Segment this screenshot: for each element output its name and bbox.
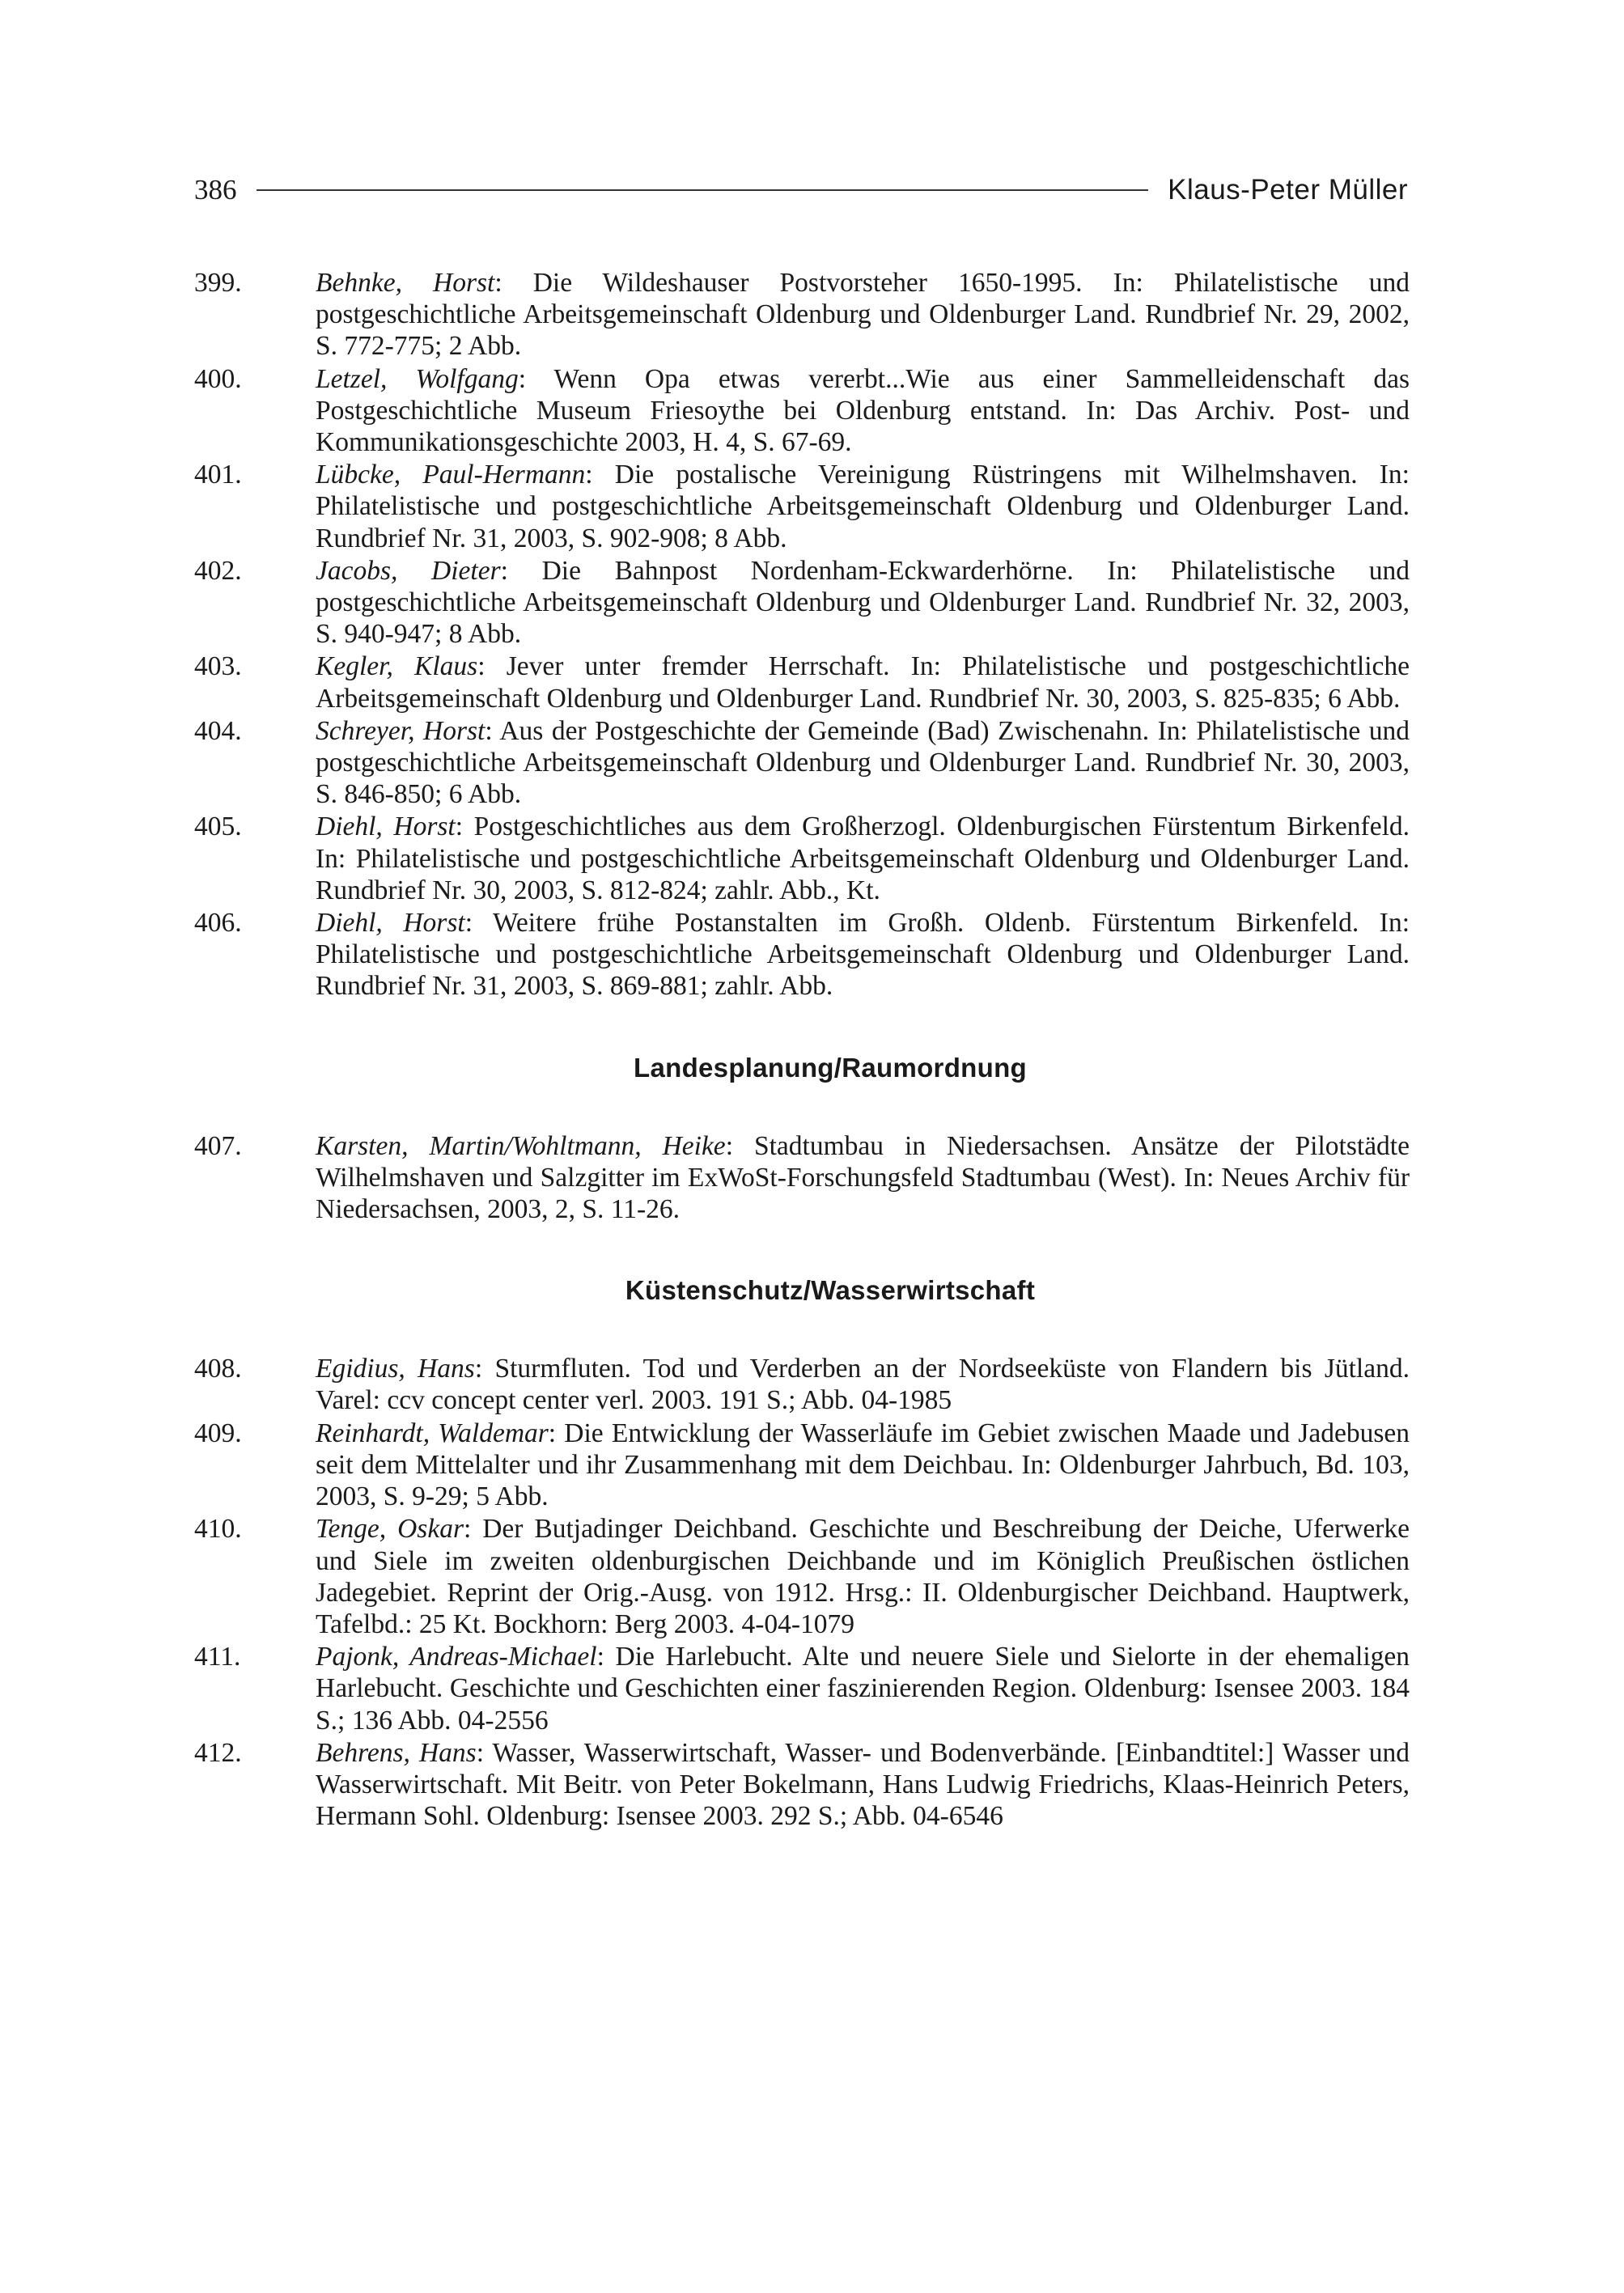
bibliography-entry <box>194 651 1410 714</box>
entry-number: 407. <box>194 1130 242 1161</box>
bibliography-entry <box>194 1513 1410 1640</box>
entry-number: 399. <box>194 268 242 298</box>
entry-number: 400. <box>194 363 242 394</box>
bibliography-entry <box>194 363 1410 459</box>
bibliography-entry <box>194 267 1410 362</box>
entry-description: : Die Entwicklung der Wasserläufe im Gebiet zwischen Maade und Jadebusen seit dem Mittelalter und ihr Zusammenhang mit dem Deichbau. In: Oldenburger Jahrbuch, Bd. 103, 2003, S. 9-29; 5 Abb. <box>316 1418 1410 1512</box>
entry-description: : Die Bahnpost Nordenham-Eckwarderhörne. In: Philatelistische und postgeschichtliche Arbeitsgemeinschaft Oldenburg und Oldenburger Land. Rundbrief Nr. 32, 2003, S. 940-947; 8 Abb. <box>316 555 1410 650</box>
entry-text <box>316 715 1410 811</box>
entry-number: 402. <box>194 555 242 586</box>
bibliography-entry <box>194 1418 1410 1513</box>
bibliography-entry <box>194 1641 1410 1736</box>
entry-text <box>316 811 1410 906</box>
entry-description: : Weitere frühe Postanstalten im Großh. Oldenb. Fürstentum Birkenfeld. In: Philatelistische und postgeschichtliche Arbeitsgemeinschaft Oldenburg und Oldenburger Land. Rundbrief Nr. 31, 2003, S. 869-881; zahlr. Abb. <box>316 908 1410 1002</box>
entry-number: 405. <box>194 812 242 842</box>
entry-author: Diehl, Horst <box>316 908 465 939</box>
section-heading-kuestenschutz: Küstenschutz/Wasserwirtschaft <box>625 1275 1036 1306</box>
bibliography-entry <box>194 811 1410 906</box>
entry-text <box>316 267 1410 362</box>
entry-author: Pajonk, Andreas-Michael <box>316 1642 597 1672</box>
entry-list-postgeschichte <box>194 267 1410 1002</box>
bibliography-entry <box>194 459 1410 554</box>
bibliography-entry <box>194 1130 1410 1226</box>
bibliography-content <box>194 267 1410 1833</box>
entry-number: 403. <box>194 651 242 682</box>
entry-number: 401. <box>194 460 242 490</box>
entry-list-kuestenschutz <box>194 1353 1410 1832</box>
entry-text <box>316 1353 1410 1416</box>
bibliography-entry <box>194 1353 1410 1416</box>
entry-author: Jacobs, Dieter <box>316 555 501 586</box>
entry-text <box>316 907 1410 1002</box>
entry-description: : Postgeschichtliches aus dem Großherzogl. Oldenburgischen Fürstentum Birkenfeld. In: Philatelistische und postgeschichtliche Arbeitsgemeinschaft Oldenburg und Oldenburger Land. Rundbrief Nr. 30, 2003, S. 812-824; zahlr. Abb., Kt. <box>316 812 1410 905</box>
entry-author: Tenge, Oskar <box>316 1514 464 1545</box>
entry-description: : Sturmfluten. Tod und Verderben an der Nordseeküste von Flandern bis Jütland. Varel: ccv concept center verl. 2003. 191 S.; Abb. 04-1985 <box>316 1354 1410 1416</box>
entry-text <box>316 1130 1410 1226</box>
entry-author: Reinhardt, Waldemar <box>316 1418 549 1448</box>
entry-description: : Stadtumbau in Niedersachsen. Ansätze der Pilotstädte Wilhelmshaven und Salzgitter im ExWoSt-Forschungsfeld Stadtumbau (West). In: Neues Archiv für Niedersachsen, 2003, 2, S. 11-26. <box>316 1130 1410 1225</box>
entry-text <box>316 459 1410 554</box>
entry-description: : Der Butjadinger Deichband. Geschichte und Beschreibung der Deiche, Uferwerke und Siele im zweiten oldenburgischen Deichbande und im Königlich Preußischen östlichen Jadegebiet. Reprint der Orig.-Ausg. von 1912. Hrsg.: II. Oldenburgischer Deichband. Hauptwerk, Tafelbd.: 25 Kt. Bockhorn: Berg 2003. 4-04-1079 <box>316 1514 1410 1639</box>
entry-author: Schreyer, Horst <box>316 715 486 746</box>
entry-description: : Die Wildeshauser Postvorsteher 1650-1995. In: Philatelistische und postgeschichtliche Arbeitsgemeinschaft Oldenburg und Oldenburger Land. Rundbrief Nr. 29, 2002, S. 772-775; 2 Abb. <box>316 268 1410 362</box>
entry-text <box>316 1418 1410 1513</box>
running-head-author: Klaus-Peter Müller <box>1168 174 1408 206</box>
entry-text <box>316 1641 1410 1736</box>
bibliography-entry <box>194 715 1410 811</box>
section-heading-landesplanung: Landesplanung/Raumordnung <box>634 1052 1027 1083</box>
entry-number: 412. <box>194 1737 242 1768</box>
entry-description: : Die postalische Vereinigung Rüstringens mit Wilhelmshaven. In: Philatelistische und postgeschichtliche Arbeitsgemeinschaft Oldenburg und Oldenburger Land. Rundbrief Nr. 31, 2003, S. 902-908; 8 Abb. <box>316 460 1410 553</box>
entry-number: 408. <box>194 1354 242 1384</box>
entry-text <box>316 555 1410 651</box>
bibliography-entry <box>194 555 1410 651</box>
entry-author: Behnke, Horst <box>316 268 495 298</box>
entry-author: Karsten, Martin/Wohltmann, Heike <box>316 1130 726 1161</box>
entry-text <box>316 1513 1410 1640</box>
entry-text <box>316 1737 1410 1833</box>
entry-text <box>316 651 1410 714</box>
entry-author: Kegler, Klaus <box>316 651 478 682</box>
bibliography-entry <box>194 907 1410 1002</box>
entry-number: 410. <box>194 1514 242 1545</box>
bibliography-entry <box>194 1737 1410 1833</box>
entry-description: : Aus der Postgeschichte der Gemeinde (Bad) Zwischenahn. In: Philatelistische und postgeschichtliche Arbeitsgemeinschaft Oldenburg und Oldenburger Land. Rundbrief Nr. 30, 2003, S. 846-850; 6 Abb. <box>316 715 1410 810</box>
page-number: 386 <box>194 174 237 206</box>
entry-description: : Wasser, Wasserwirtschaft, Wasser- und Bodenverbände. [Einbandtitel:] Wasser und Wasserwirtschaft. Mit Beitr. von Peter Bokelmann, Hans Ludwig Friedrichs, Klaas-Heinrich Peters, Hermann Sohl. Oldenburg: Isensee 2003. 292 S.; Abb. 04-6546 <box>316 1737 1410 1832</box>
entry-text <box>316 363 1410 459</box>
entry-author: Egidius, Hans <box>316 1354 475 1384</box>
entry-number: 409. <box>194 1418 242 1448</box>
entry-number: 411. <box>194 1642 241 1672</box>
entry-list-landesplanung <box>194 1130 1410 1226</box>
entry-author: Diehl, Horst <box>316 812 456 842</box>
entry-description: : Die Harlebucht. Alte und neuere Siele und Sielorte in der ehemaligen Harlebucht. Geschichte und Geschichten einer faszinierenden Region. Oldenburg: Isensee 2003. 184 S.; 136 Abb. 04-2556 <box>316 1642 1410 1736</box>
entry-description: : Wenn Opa etwas vererbt...Wie aus einer Sammelleidenschaft das Postgeschichtliche Museum Friesoythe bei Oldenburg entstand. In: Das Archiv. Post- und Kommunikationsgeschichte 2003, H. 4, S. 67-69. <box>316 363 1410 458</box>
entry-number: 406. <box>194 908 242 939</box>
entry-description: : Jever unter fremder Herrschaft. In: Philatelistische und postgeschichtliche Arbeitsgemeinschaft Oldenburg und Oldenburger Land. Rundbrief Nr. 30, 2003, S. 825-835; 6 Abb. <box>316 651 1410 714</box>
header-rule <box>257 189 1149 191</box>
entry-author: Behrens, Hans <box>316 1737 477 1768</box>
entry-number: 404. <box>194 715 242 746</box>
entry-author: Letzel, Wolfgang <box>316 363 519 394</box>
running-head <box>194 166 1408 214</box>
entry-author: Lübcke, Paul-Hermann <box>316 460 586 490</box>
